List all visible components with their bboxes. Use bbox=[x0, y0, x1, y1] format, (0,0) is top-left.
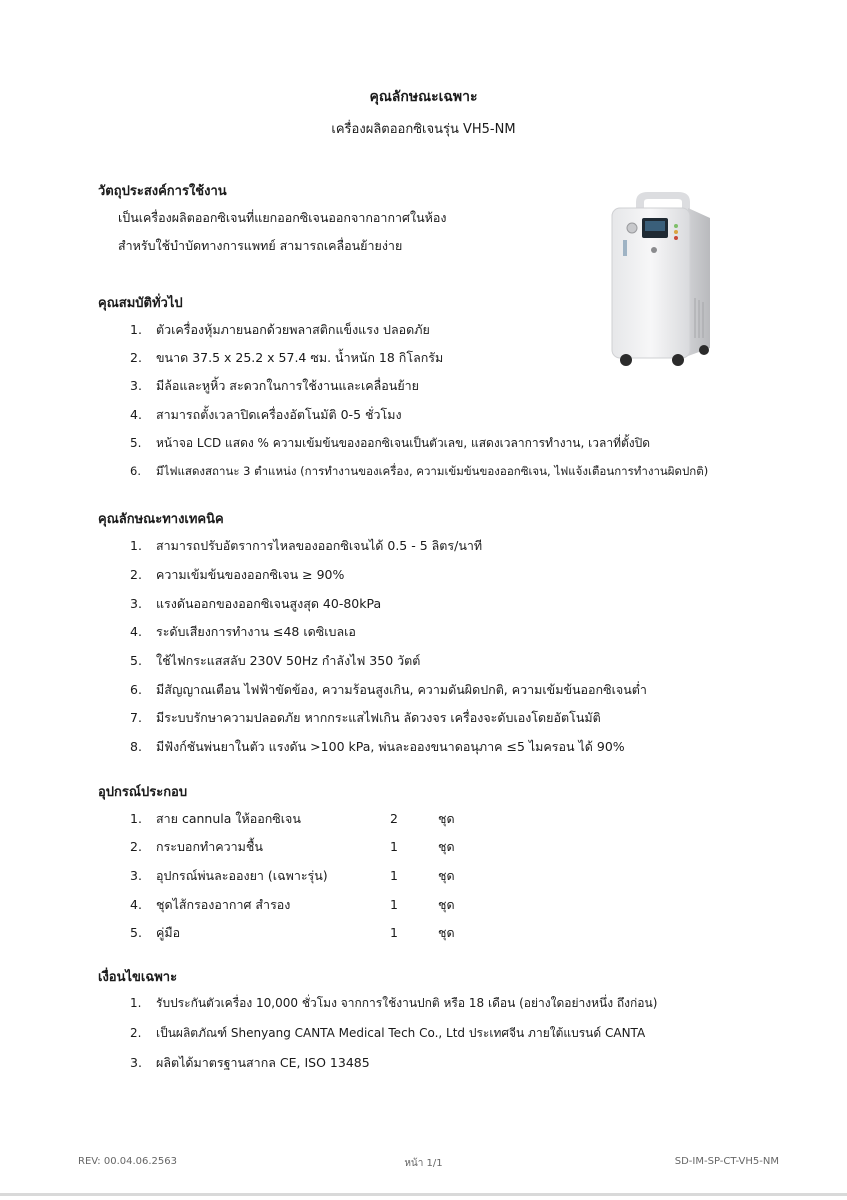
technical-item: 1. สามารถปรับอัตราการไหลของออกซิเจนได้ 0.5 - 5 ลิตร/นาที bbox=[130, 538, 483, 553]
technical-heading: คุณลักษณะทางเทคนิค bbox=[98, 512, 224, 527]
technical-item: 7. มีระบบรักษาความปลอดภัย หากกระแสไฟเกิน ลัดวงจร เครื่องจะดับเองโดยอัตโนมัติ bbox=[130, 710, 601, 725]
technical-item: 4. ระดับเสียงการทำงาน ≤48 เดซิเบลเอ bbox=[130, 624, 356, 639]
general-item: 1. ตัวเครื่องหุ้มภายนอกด้วยพลาสติกแข็งแรง ปลอดภัย bbox=[130, 322, 430, 337]
condition-item: 3. ผลิตได้มาตรฐานสากล CE, ISO 13485 bbox=[130, 1055, 370, 1070]
general-item: 3. มีล้อและหูหิ้ว สะดวกในการใช้งานและเคลื่อนย้าย bbox=[130, 378, 420, 393]
purpose-heading: วัตถุประสงค์การใช้งาน bbox=[98, 184, 227, 199]
accessory-row: 4. ชุดไส้กรองอากาศ สำรอง 1 ชุด bbox=[130, 897, 455, 912]
conditions-heading: เงื่อนไขเฉพาะ bbox=[98, 970, 178, 985]
accessory-row: 1. สาย cannula ให้ออกซิเจน 2 ชุด bbox=[130, 811, 455, 826]
purpose-line: สำหรับใช้บำบัดทางการแพทย์ สามารถเคลื่อนย้ายง่าย bbox=[118, 238, 403, 253]
general-item: 4. สามารถตั้งเวลาปิดเครื่องอัตโนมัติ 0-5 ชั่วโมง bbox=[130, 407, 402, 422]
condition-item: 1. รับประกันตัวเครื่อง 10,000 ชั่วโมง จากการใช้งานปกติ หรือ 18 เดือน (อย่างใดอย่างหนึ่ง ถึงก่อน) bbox=[130, 996, 658, 1010]
document-title: คุณลักษณะเฉพาะ bbox=[369, 89, 478, 105]
accessory-row: 5. คู่มือ 1 ชุด bbox=[130, 925, 455, 940]
purpose-line: เป็นเครื่องผลิตออกซิเจนที่แยกออกซิเจนออกจากอากาศในห้อง bbox=[118, 210, 447, 225]
general-item: 5. หน้าจอ LCD แสดง % ความเข้มข้นของออกซิเจนเป็นตัวเลข, แสดงเวลาการทำงาน, เวลาที่ตั้งปิด bbox=[130, 436, 651, 450]
footer-revision: REV: 00.04.06.2563 bbox=[78, 1156, 177, 1167]
condition-item: 2. เป็นผลิตภัณฑ์ Shenyang CANTA Medical Tech Co., Ltd ประเทศจีน ภายใต้แบรนด์ CANTA bbox=[130, 1026, 646, 1040]
general-item: 2. ขนาด 37.5 x 25.2 x 57.4 ซม. น้ำหนัก 18 กิโลกรัม bbox=[130, 350, 444, 365]
footer-page-number: หน้า 1/1 bbox=[404, 1158, 443, 1169]
accessory-row: 2. กระบอกทำความชื้น 1 ชุด bbox=[130, 839, 455, 854]
technical-item: 2. ความเข้มข้นของออกซิเจน ≥ 90% bbox=[130, 567, 345, 582]
page-bottom-edge bbox=[0, 1193, 847, 1196]
technical-item: 3. แรงดันออกของออกซิเจนสูงสุด 40-80kPa bbox=[130, 596, 382, 611]
accessories-heading: อุปกรณ์ประกอบ bbox=[98, 785, 188, 800]
footer-document-code: SD-IM-SP-CT-VH5-NM bbox=[674, 1156, 779, 1167]
general-heading: คุณสมบัติทั่วไป bbox=[98, 296, 183, 311]
technical-item: 5. ใช้ไฟกระแสสลับ 230V 50Hz กำลังไฟ 350 วัตต์ bbox=[130, 653, 421, 668]
technical-item: 6. มีสัญญาณเตือน ไฟฟ้าขัดข้อง, ความร้อนสูงเกิน, ความดันผิดปกติ, ความเข้มข้นออกซิเจนต่ำ bbox=[130, 682, 647, 697]
document-subtitle: เครื่องผลิตออกซิเจนรุ่น VH5-NM bbox=[331, 122, 516, 137]
technical-item: 8. มีฟังก์ชันพ่นยาในตัว แรงดัน >100 kPa, พ่นละอองขนาดอนุภาค ≤5 ไมครอน ได้ 90% bbox=[130, 739, 625, 754]
oxygen-concentrator-image bbox=[592, 188, 720, 368]
accessory-row: 3. อุปกรณ์พ่นละอองยา (เฉพาะรุ่น) 1 ชุด bbox=[130, 868, 455, 883]
general-item: 6. มีไฟแสดงสถานะ 3 ตำแหน่ง (การทำงานของเครื่อง, ความเข้มข้นของออกซิเจน, ไฟแจ้งเตือนการทำงานผิดปกติ) bbox=[130, 464, 709, 478]
